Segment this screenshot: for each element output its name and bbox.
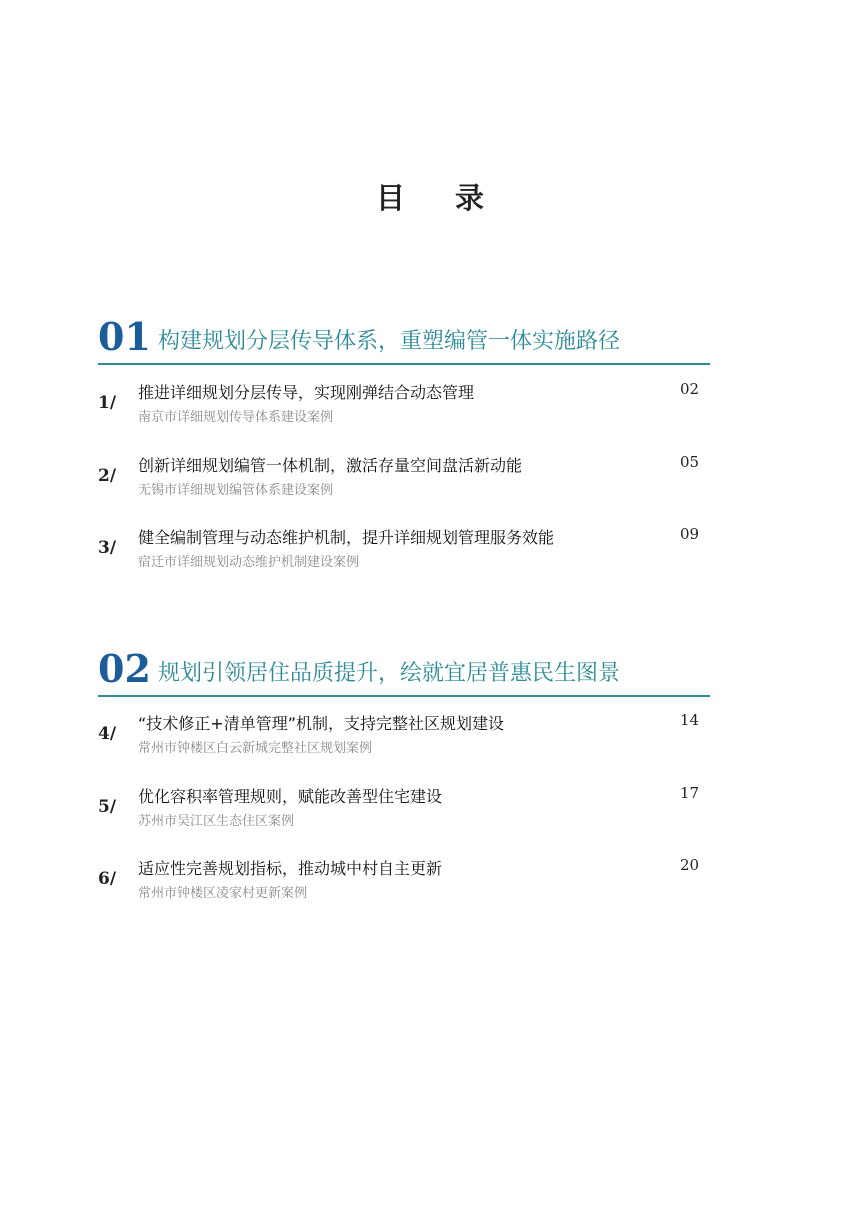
toc-entry-2[interactable] [98,453,698,503]
toc-entry-3[interactable] [98,525,698,575]
entry-page-number: 09 [680,525,700,543]
entry-subtitle: 苏州市吴江区生态住区案例 [138,814,295,829]
entry-page-number: 02 [680,380,700,398]
entry-page-number: 14 [680,711,700,729]
entry-index: 3/ [98,538,117,558]
entry-subtitle: 南京市详细规划传导体系建设案例 [138,410,334,425]
page-title: 目 录 [375,181,505,215]
entry-subtitle: 宿迁市详细规划动态维护机制建设案例 [138,555,360,570]
entry-title: 优化容积率管理规则，赋能改善型住宅建设 [138,787,443,806]
toc-entry-1[interactable] [98,380,698,430]
entry-title: 创新详细规划编管一体机制，激活存量空间盘活新动能 [138,456,523,475]
entry-page-number: 05 [680,453,700,471]
entry-subtitle: 常州市钟楼区白云新城完整社区规划案例 [138,741,373,756]
entry-page-number: 20 [680,856,700,874]
entry-title: 适应性完善规划指标，推动城中村自主更新 [138,859,443,878]
entry-title: 健全编制管理与动态维护机制，提升详细规划管理服务效能 [138,528,555,547]
toc-entry-5[interactable] [98,784,698,834]
toc-entry-6[interactable] [98,856,698,906]
entry-title: “技术修正+清单管理”机制，支持完整社区规划建设 [138,714,504,733]
entry-title: 推进详细规划分层传导，实现刚弹结合动态管理 [138,383,475,402]
entry-subtitle: 无锡市详细规划编管体系建设案例 [138,483,334,498]
toc-entry-4[interactable] [98,711,698,761]
entry-index: 5/ [98,797,117,817]
entry-subtitle: 常州市钟楼区凌家村更新案例 [138,886,308,901]
entry-index: 6/ [98,869,117,889]
section-number: 02 [98,646,151,691]
section-number: 01 [98,314,151,359]
entry-index: 2/ [98,466,117,486]
section-header [98,647,710,697]
toc-section-01 [98,315,710,365]
section-title: 构建规划分层传导体系，重塑编管一体实施路径 [158,329,621,354]
entry-page-number: 17 [680,784,700,802]
toc-section-02 [98,647,710,697]
entry-index: 1/ [98,393,117,413]
section-header [98,315,710,365]
entry-index: 4/ [98,724,117,744]
section-title: 规划引领居住品质提升，绘就宜居普惠民生图景 [158,661,621,686]
